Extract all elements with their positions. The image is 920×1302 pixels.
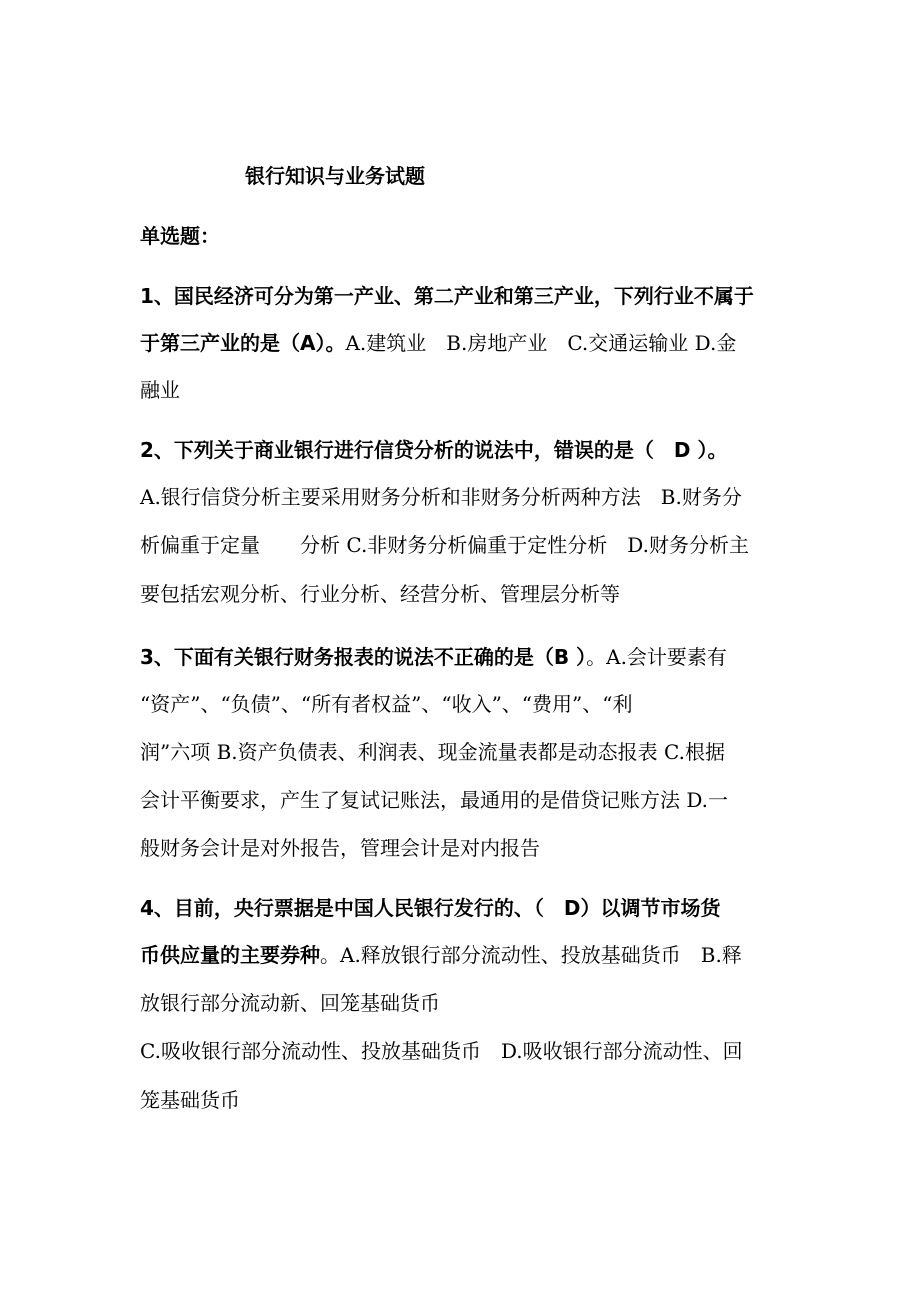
text-line [140,533,749,557]
document-title: 银行知识与业务试题 [245,164,425,188]
normal-text: 笼基础货币 [140,1088,240,1112]
bold-text: 于第三产业的是（A）。 [140,331,346,355]
text-line [140,896,721,920]
text-line [140,943,742,967]
bold-text: 1、国民经济可分为第一产业、第二产业和第三产业，下列行业不属于 [140,284,754,308]
section-heading: 单选题： [140,224,220,248]
text-line [140,645,727,669]
text-line [140,991,440,1015]
text-line [140,284,754,308]
normal-text: 放银行部分流动新、回笼基础货币 [140,991,440,1015]
normal-text: 般财务会计是对外报告，管理会计是对内报告 [140,836,540,860]
text-line [140,740,725,764]
text-line [140,438,727,462]
text-line [140,1039,743,1063]
bold-text: 币供应量的主要券种 [140,943,320,967]
text-line [140,331,736,355]
normal-text: C.吸收银行部分流动性、投放基础货币 D.吸收银行部分流动性、回 [140,1039,743,1063]
text-line [140,1088,240,1112]
text-line [140,692,632,716]
normal-text: A.建筑业 B.房地产业 C.交通运输业 D.金 [345,331,737,355]
normal-text: 。A.释放银行部分流动性、投放基础货币 B.释 [320,943,742,967]
normal-text: 。A.会计要素有 [586,645,727,669]
normal-text: 润”六项 B.资产负债表、利润表、现金流量表都是动态报表 C.根据 [140,740,725,764]
bold-text: 3、下面有关银行财务报表的说法不正确的是（B ） [140,645,587,669]
normal-text: 析偏重于定量 分析 C.非财务分析偏重于定性分析 D.财务分析主 [140,533,749,557]
normal-text: 要包括宏观分析、行业分析、经营分析、管理层分析等 [140,582,620,606]
normal-text: A.银行信贷分析主要采用财务分析和非财务分析两种方法 B.财务分 [140,485,742,509]
text-line [140,378,180,402]
bold-text: 4、目前，央行票据是中国人民银行发行的、（ D）以调节市场货 [140,896,721,920]
text-line [140,788,728,812]
normal-text: “资产”、“负债”、“所有者权益”、“收入”、“费用”、“利 [140,692,633,716]
normal-text: 融业 [140,378,180,402]
bold-text: 2、下列关于商业银行进行信贷分析的说法中，错误的是（ D ）。 [140,438,728,462]
normal-text: 会计平衡要求，产生了复试记账法，最通用的是借贷记账方法 D.一 [140,788,729,812]
text-line [140,485,742,509]
text-line [140,582,620,606]
text-line [140,836,540,860]
